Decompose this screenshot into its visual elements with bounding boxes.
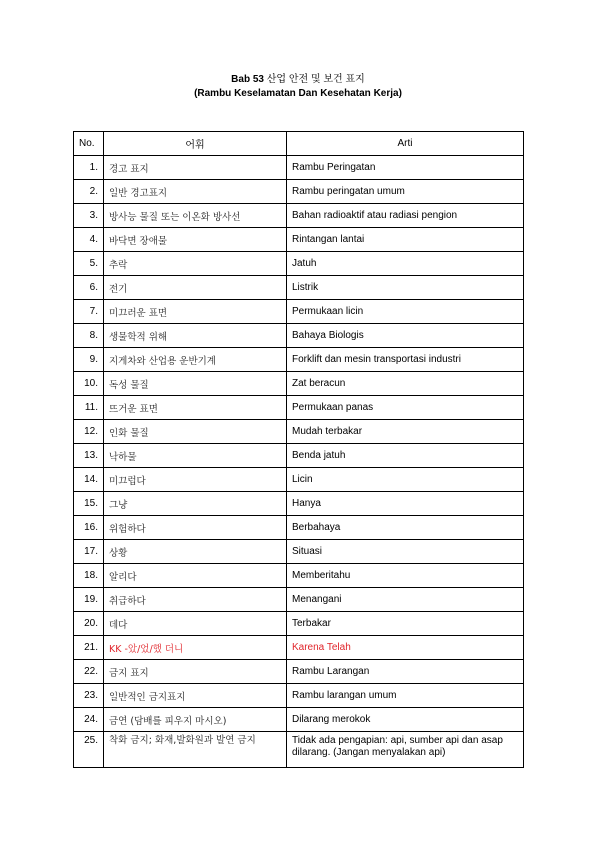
korean-term: 바닥면 장애물 bbox=[104, 228, 287, 252]
row-number: 21. bbox=[74, 636, 104, 660]
table-row bbox=[74, 708, 524, 732]
table-body bbox=[74, 156, 524, 768]
korean-term: 생물학적 위해 bbox=[104, 324, 287, 348]
korean-term: 금지 표지 bbox=[104, 660, 287, 684]
header-meaning: Arti bbox=[287, 132, 524, 156]
chapter-korean-title: 산업 안전 및 보건 표지 bbox=[266, 74, 365, 85]
indonesian-meaning: Licin bbox=[287, 468, 524, 492]
korean-term: 상황 bbox=[104, 540, 287, 564]
indonesian-meaning: Permukaan licin bbox=[287, 300, 524, 324]
row-number: 22. bbox=[74, 660, 104, 684]
table-row bbox=[74, 492, 524, 516]
indonesian-meaning: Terbakar bbox=[287, 612, 524, 636]
row-number: 1. bbox=[74, 156, 104, 180]
indonesian-meaning: Tidak ada pengapian: api, sumber api dan asap dilarang. (Jangan menyalakan api) bbox=[287, 732, 524, 768]
table-row bbox=[74, 636, 524, 660]
table-row bbox=[74, 468, 524, 492]
table-row bbox=[74, 276, 524, 300]
indonesian-meaning: Forklift dan mesin transportasi industri bbox=[287, 348, 524, 372]
korean-term: 지게차와 산업용 운반기계 bbox=[104, 348, 287, 372]
korean-term: 미끄럽다 bbox=[104, 468, 287, 492]
indonesian-meaning: Karena Telah bbox=[287, 636, 524, 660]
header-number: No. bbox=[74, 132, 104, 156]
indonesian-meaning: Jatuh bbox=[287, 252, 524, 276]
indonesian-meaning: Bahaya Biologis bbox=[287, 324, 524, 348]
row-number: 20. bbox=[74, 612, 104, 636]
table-row bbox=[74, 660, 524, 684]
korean-term: 금연 (담배를 피우지 마시오) bbox=[104, 708, 287, 732]
row-number: 19. bbox=[74, 588, 104, 612]
row-number: 8. bbox=[74, 324, 104, 348]
korean-term: 방사능 물질 또는 이온화 방사선 bbox=[104, 204, 287, 228]
row-number: 11. bbox=[74, 396, 104, 420]
indonesian-meaning: Hanya bbox=[287, 492, 524, 516]
table-header-row bbox=[74, 132, 524, 156]
indonesian-meaning: Rambu peringatan umum bbox=[287, 180, 524, 204]
row-number: 12. bbox=[74, 420, 104, 444]
indonesian-meaning: Rambu larangan umum bbox=[287, 684, 524, 708]
korean-term: 낙하물 bbox=[104, 444, 287, 468]
indonesian-meaning: Rambu Peringatan bbox=[287, 156, 524, 180]
table-row bbox=[74, 252, 524, 276]
row-number: 7. bbox=[74, 300, 104, 324]
korean-term: 착화 금지; 화재,발화원과 발연 금지 bbox=[104, 732, 287, 768]
row-number: 17. bbox=[74, 540, 104, 564]
page-title bbox=[0, 73, 596, 101]
table-row bbox=[74, 372, 524, 396]
korean-term: 데다 bbox=[104, 612, 287, 636]
row-number: 5. bbox=[74, 252, 104, 276]
row-number: 25. bbox=[74, 732, 104, 768]
table-row bbox=[74, 516, 524, 540]
chapter-indonesian-title: (Rambu Keselamatan Dan Kesehatan Kerja) bbox=[194, 88, 402, 99]
table-row bbox=[74, 348, 524, 372]
korean-term: 그냥 bbox=[104, 492, 287, 516]
indonesian-meaning: Benda jatuh bbox=[287, 444, 524, 468]
indonesian-meaning: Rintangan lantai bbox=[287, 228, 524, 252]
row-number: 24. bbox=[74, 708, 104, 732]
korean-term: 인화 물질 bbox=[104, 420, 287, 444]
korean-term: 독성 물질 bbox=[104, 372, 287, 396]
korean-term: 전기 bbox=[104, 276, 287, 300]
indonesian-meaning: Permukaan panas bbox=[287, 396, 524, 420]
indonesian-meaning: Situasi bbox=[287, 540, 524, 564]
row-number: 9. bbox=[74, 348, 104, 372]
header-korean: 어휘 bbox=[104, 132, 287, 156]
table-row bbox=[74, 444, 524, 468]
row-number: 14. bbox=[74, 468, 104, 492]
row-number: 18. bbox=[74, 564, 104, 588]
indonesian-meaning: Menangani bbox=[287, 588, 524, 612]
table-row bbox=[74, 396, 524, 420]
indonesian-meaning: Rambu Larangan bbox=[287, 660, 524, 684]
row-number: 6. bbox=[74, 276, 104, 300]
indonesian-meaning: Listrik bbox=[287, 276, 524, 300]
chapter-heading bbox=[0, 73, 596, 86]
row-number: 2. bbox=[74, 180, 104, 204]
indonesian-meaning: Dilarang merokok bbox=[287, 708, 524, 732]
chapter-number: Bab 53 bbox=[231, 74, 264, 85]
korean-term: 알리다 bbox=[104, 564, 287, 588]
table-row bbox=[74, 540, 524, 564]
vocabulary-table bbox=[73, 131, 524, 768]
korean-term: 일반 경고표지 bbox=[104, 180, 287, 204]
korean-term: 추락 bbox=[104, 252, 287, 276]
indonesian-meaning: Bahan radioaktif atau radiasi pengion bbox=[287, 204, 524, 228]
indonesian-meaning: Mudah terbakar bbox=[287, 420, 524, 444]
row-number: 23. bbox=[74, 684, 104, 708]
table-row bbox=[74, 180, 524, 204]
korean-term: 위험하다 bbox=[104, 516, 287, 540]
table-row bbox=[74, 204, 524, 228]
indonesian-meaning: Memberitahu bbox=[287, 564, 524, 588]
table-row bbox=[74, 156, 524, 180]
table-row bbox=[74, 732, 524, 768]
table-row bbox=[74, 588, 524, 612]
row-number: 13. bbox=[74, 444, 104, 468]
indonesian-meaning: Berbahaya bbox=[287, 516, 524, 540]
row-number: 15. bbox=[74, 492, 104, 516]
row-number: 16. bbox=[74, 516, 104, 540]
table-row bbox=[74, 324, 524, 348]
table-row bbox=[74, 684, 524, 708]
korean-term: 뜨거운 표면 bbox=[104, 396, 287, 420]
indonesian-meaning: Zat beracun bbox=[287, 372, 524, 396]
table-row bbox=[74, 420, 524, 444]
korean-term: 미끄러운 표면 bbox=[104, 300, 287, 324]
korean-term: 경고 표지 bbox=[104, 156, 287, 180]
row-number: 4. bbox=[74, 228, 104, 252]
table-row bbox=[74, 564, 524, 588]
table-row bbox=[74, 228, 524, 252]
table-row bbox=[74, 612, 524, 636]
row-number: 10. bbox=[74, 372, 104, 396]
row-number: 3. bbox=[74, 204, 104, 228]
korean-term: KK -았/었/했 더니 bbox=[104, 636, 287, 660]
korean-term: 취급하다 bbox=[104, 588, 287, 612]
table-row bbox=[74, 300, 524, 324]
korean-term: 일반적인 금지표지 bbox=[104, 684, 287, 708]
